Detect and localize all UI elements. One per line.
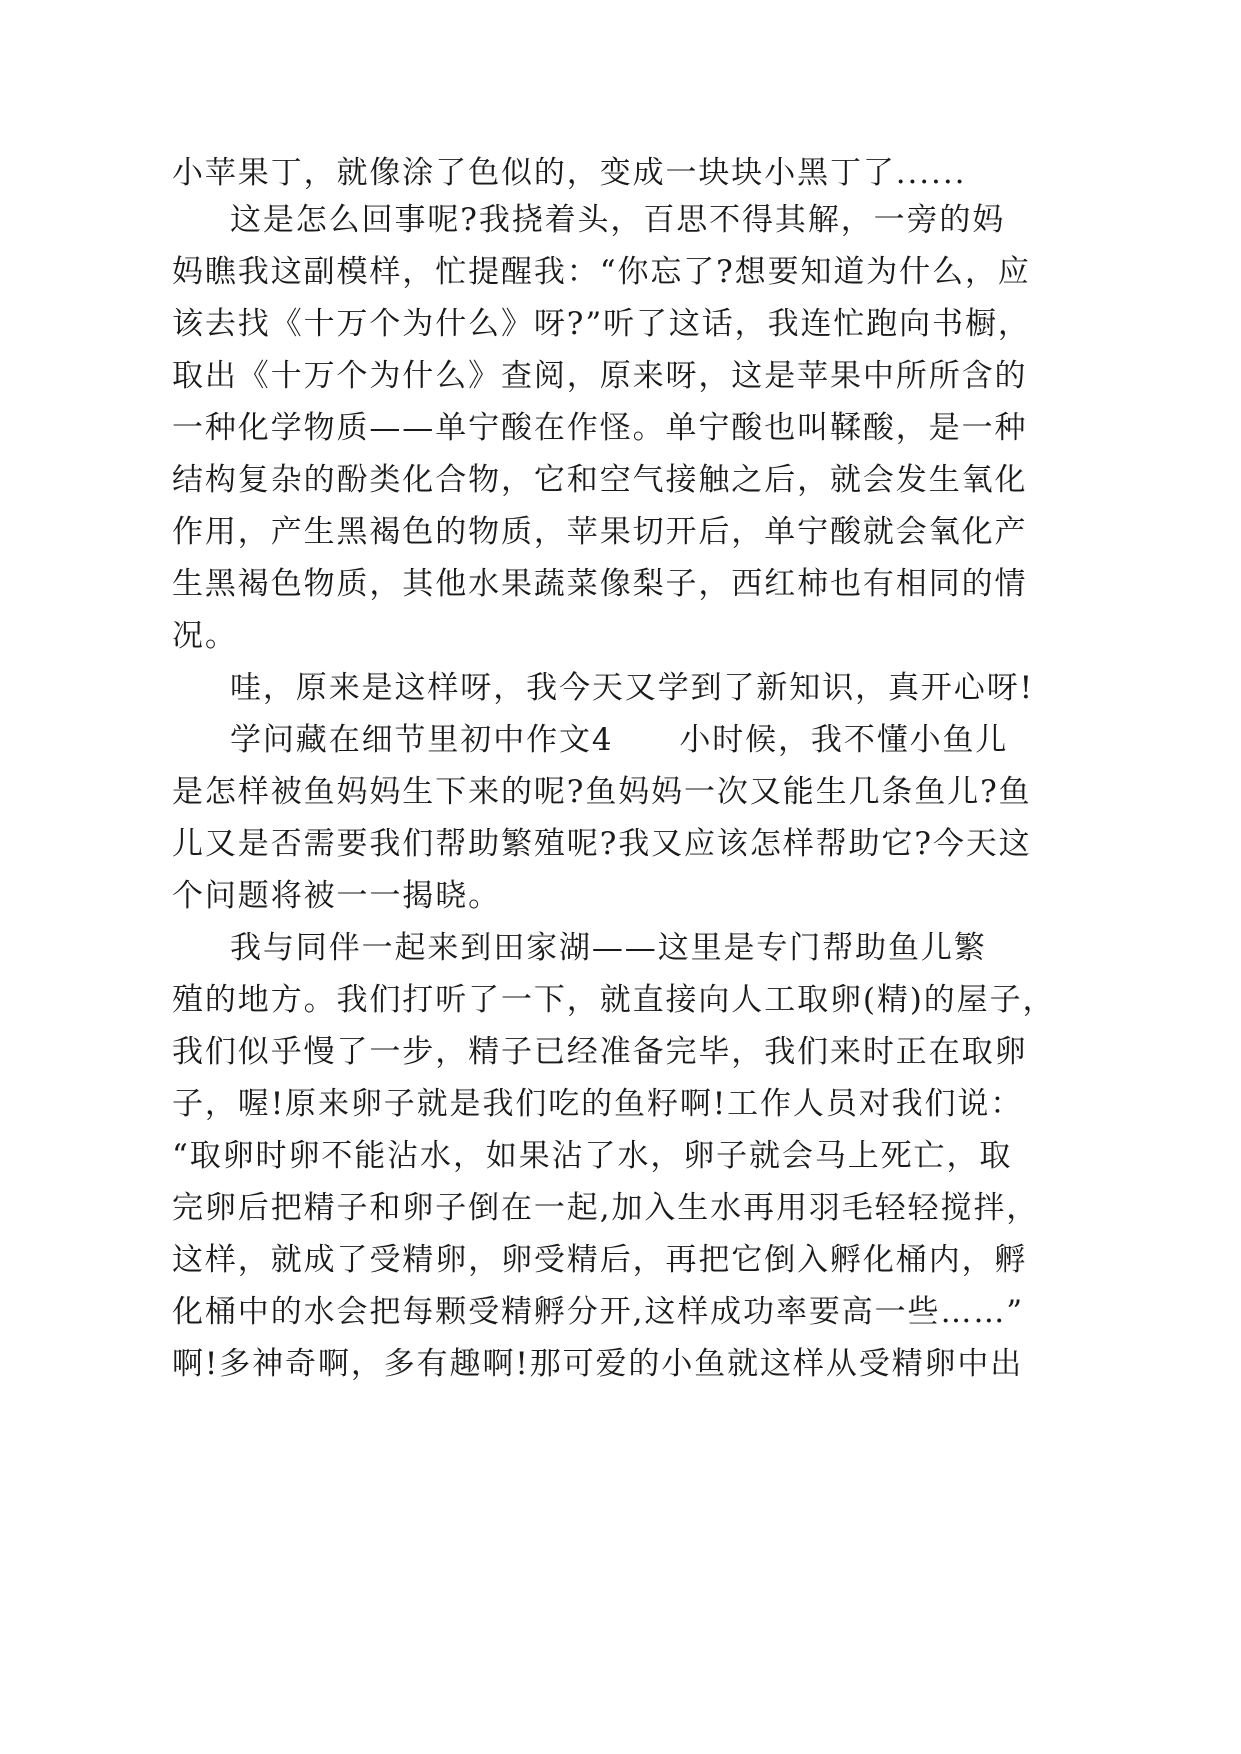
text-line: 个问题将被一一揭晓。 [172,878,501,914]
paragraph-start-line: 这是怎么回事呢?我挠着头，百思不得其解，一旁的妈 [230,202,1006,238]
text-line: 这样，就成了受精卵，卵受精后，再把它倒入孵化桶内，孵 [172,1242,1028,1278]
paragraph-start-line: 哇，原来是这样呀，我今天又学到了新知识，真开心呀! [230,670,1034,706]
text-line: 该去找《十万个为什么》呀?”听了这话，我连忙跑向书橱， [172,306,1031,342]
text-line: 取出《十万个为什么》查阅，原来呀，这是苹果中所所含的 [172,358,1028,394]
text-line: 是怎样被鱼妈妈生下来的呢?鱼妈妈一次又能生几条鱼儿?鱼 [172,774,1032,810]
text-line: 殖的地方。我们打听了一下，就直接向人工取卵(精)的屋子， [172,982,1056,1018]
paragraph-start-line: 学问藏在细节里初中作文4 小时候，我不懂小鱼儿 [230,722,1009,758]
text-line: 完卵后把精子和卵子倒在一起,加入生水再用羽毛轻轻搅拌， [172,1190,1040,1226]
text-line: 我们似乎慢了一步，精子已经准备完毕，我们来时正在取卵 [172,1034,1028,1070]
text-line: 生黑褐色物质，其他水果蔬菜像梨子，西红柿也有相同的情 [172,566,1028,602]
text-line: 况。 [172,618,238,654]
text-line: 小苹果丁，就像涂了色似的，变成一块块小黑丁了...... [172,155,967,191]
text-line: 儿又是否需要我们帮助繁殖呢?我又应该怎样帮助它?今天这 [172,826,1032,862]
text-line: 啊!多神奇啊，多有趣啊!那可爱的小鱼就这样从受精卵中出 [172,1346,1024,1382]
text-line: 子，喔!原来卵子就是我们吃的鱼籽啊!工作人员对我们说： [172,1086,1024,1122]
text-line: 妈瞧我这副模样，忙提醒我：“你忘了?想要知道为什么，应 [172,254,1031,290]
text-line: “取卵时卵不能沾水，如果沾了水，卵子就会马上死亡，取 [172,1138,1013,1174]
text-line: 化桶中的水会把每颗受精孵分开,这样成功率要高一些……” [172,1294,1024,1330]
text-line: 一种化学物质——单宁酸在作怪。单宁酸也叫鞣酸，是一种 [172,410,1028,446]
paragraph-start-line: 我与同伴一起来到田家湖——这里是专门帮助鱼儿繁 [230,930,987,966]
text-line: 结构复杂的酚类化合物，它和空气接触之后，就会发生氧化 [172,462,1028,498]
text-line: 作用，产生黑褐色的物质，苹果切开后，单宁酸就会氧化产 [172,514,1028,550]
